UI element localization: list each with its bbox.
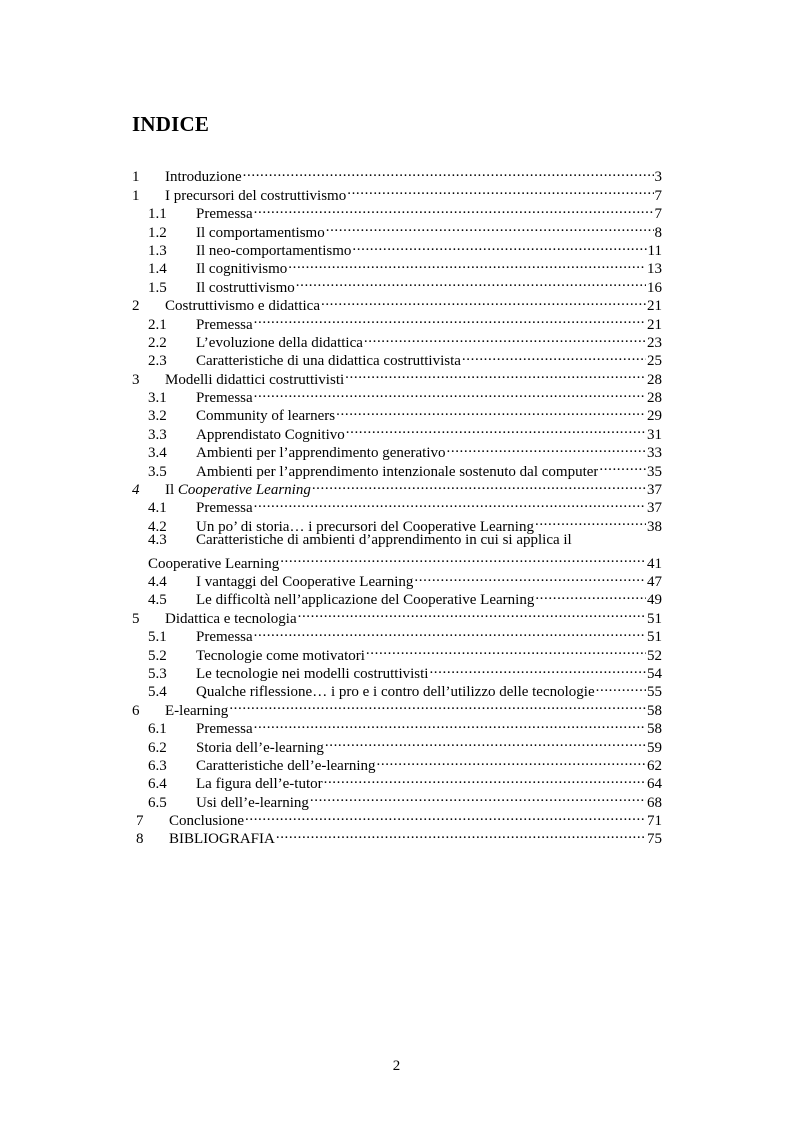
dot-leader xyxy=(253,494,646,512)
dot-leader xyxy=(279,549,646,567)
toc-entry-title: E-learning xyxy=(165,702,229,719)
dot-leader xyxy=(325,218,654,236)
toc-entry-title: L’evoluzione della didattica xyxy=(196,334,363,351)
toc-entry-page: 31 xyxy=(647,426,662,443)
toc-entry-first-line xyxy=(132,531,662,549)
toc-entry-page: 8 xyxy=(654,224,662,241)
toc-entry-number: 1.5 xyxy=(148,279,167,296)
toc-entry-title: Premessa xyxy=(196,316,253,333)
toc-entry-number: 6.4 xyxy=(148,776,167,793)
toc-entry-title-prefix: Il xyxy=(165,482,178,499)
toc-entry-title: Storia dell’e-learning xyxy=(196,739,324,756)
toc-entry-page: 21 xyxy=(647,316,662,333)
dot-leader xyxy=(287,255,646,273)
dot-leader xyxy=(242,163,654,181)
toc-entry-number: 1.2 xyxy=(148,224,167,241)
toc-entry-title: Un po’ di storia… i precursori del Cooperative Learning xyxy=(196,518,534,535)
toc-entry-page: 21 xyxy=(647,298,662,315)
dot-leader xyxy=(335,402,646,420)
toc-entry-page: 62 xyxy=(647,757,662,774)
toc-entry-title-italic: Cooperative Learning xyxy=(177,482,311,499)
dot-leader xyxy=(320,292,646,310)
toc-entry-number: 2.1 xyxy=(148,316,167,333)
toc-entry-title: Le tecnologie nei modelli costruttivisti xyxy=(196,665,429,682)
dot-leader xyxy=(346,181,653,199)
toc-entry-number: 2 xyxy=(132,298,140,315)
toc-entry-page: 55 xyxy=(647,684,662,701)
toc-entry-title: Modelli didattici costruttivisti xyxy=(165,371,345,388)
dot-leader xyxy=(376,752,647,770)
dot-leader xyxy=(323,770,646,788)
toc-entry-page: 7 xyxy=(654,187,662,204)
dot-leader xyxy=(253,384,646,402)
toc-entry-second-line xyxy=(132,549,662,572)
toc-entry-title: Qualche riflessione… i pro e i contro dell’utilizzo delle tecnologie xyxy=(196,684,595,701)
toc-entry-page: 51 xyxy=(647,610,662,627)
toc-entry-page: 58 xyxy=(647,721,662,738)
toc-entry-page: 23 xyxy=(647,334,662,351)
toc-entry-title: Premessa xyxy=(196,206,253,223)
toc-entry-page: 38 xyxy=(647,518,662,535)
toc-entry-title: Il costruttivismo xyxy=(196,279,295,296)
toc-entry-number: 3.5 xyxy=(148,463,167,480)
toc-entry-number: 3.4 xyxy=(148,445,167,462)
toc-entry-number: 4.3 xyxy=(148,531,167,548)
toc-entry-page: 11 xyxy=(647,242,662,259)
toc-entry-page: 35 xyxy=(647,463,662,480)
toc-entry-number: 5 xyxy=(132,610,140,627)
toc-entry-title: BIBLIOGRAFIA xyxy=(169,831,275,848)
toc-entry-number: 8 xyxy=(136,831,144,848)
dot-leader xyxy=(228,696,646,714)
toc-entry-number: 6.1 xyxy=(148,721,167,738)
toc-entry-page: 41 xyxy=(647,555,662,572)
toc-entry-page: 7 xyxy=(654,206,662,223)
toc-entry-title: Costruttivismo e didattica xyxy=(165,298,320,315)
toc-entry-page: 29 xyxy=(647,408,662,425)
toc-entry-title: Conclusione xyxy=(169,813,244,830)
toc-entry-page: 64 xyxy=(647,776,662,793)
toc-entry-number: 4.5 xyxy=(148,592,167,609)
toc-entry-page: 54 xyxy=(647,665,662,682)
toc-entry-page: 16 xyxy=(647,279,662,296)
toc-entry-4-3[interactable] xyxy=(132,531,662,572)
toc-entry-number: 5.4 xyxy=(148,684,167,701)
dot-leader xyxy=(461,347,646,365)
toc-entry-number: 6.3 xyxy=(148,757,167,774)
toc-entry-page: 68 xyxy=(647,794,662,811)
toc-entry-number: 4.1 xyxy=(148,500,167,517)
toc-entry-page: 58 xyxy=(647,702,662,719)
toc-entry-title: Tecnologie come motivatori xyxy=(196,647,365,664)
dot-leader xyxy=(534,586,646,604)
dot-leader xyxy=(363,329,646,347)
dot-leader xyxy=(324,733,646,751)
toc-entry-title: Ambienti per l’apprendimento intenzionale sostenuto dal computer xyxy=(196,463,599,480)
toc-entry-number: 2.2 xyxy=(148,334,167,351)
toc-entry-title: Il comportamentismo xyxy=(196,224,325,241)
toc-entry-title: Premessa xyxy=(196,500,253,517)
toc-entry-title: Premessa xyxy=(196,390,253,407)
toc-entry-page: 13 xyxy=(647,261,662,278)
dot-leader xyxy=(344,365,646,383)
dot-leader xyxy=(253,200,654,218)
dot-leader xyxy=(351,237,646,255)
toc-entry-number: 5.2 xyxy=(148,647,167,664)
toc-entry-page: 59 xyxy=(647,739,662,756)
dot-leader xyxy=(413,568,646,586)
toc-entry-page: 49 xyxy=(647,592,662,609)
dot-leader xyxy=(598,457,646,475)
dot-leader xyxy=(534,512,646,530)
dot-leader xyxy=(253,310,646,328)
dot-leader xyxy=(275,825,646,843)
toc-entry-number: 7 xyxy=(136,813,144,830)
toc-entry-title: Il cognitivismo xyxy=(196,261,288,278)
dot-leader xyxy=(345,420,646,438)
toc-entry-number: 4 xyxy=(132,482,140,499)
toc-entry-number: 5.1 xyxy=(148,629,167,646)
toc-entry-title: Community of learners xyxy=(196,408,336,425)
toc-entry-number: 1.3 xyxy=(148,242,167,259)
toc-entry-number: 6.2 xyxy=(148,739,167,756)
toc-entry-page: 52 xyxy=(647,647,662,664)
toc-entry-number: 4.2 xyxy=(148,518,167,535)
toc-entry-number: 3 xyxy=(132,371,140,388)
toc-entry-page: 51 xyxy=(647,629,662,646)
dot-leader xyxy=(311,476,646,494)
toc-entry-title: Caratteristiche di una didattica costruttivista xyxy=(196,353,461,370)
toc-entry-page: 28 xyxy=(647,390,662,407)
toc-entry-number: 4.4 xyxy=(148,573,167,590)
page-number: 2 xyxy=(392,1058,401,1074)
toc-entry-title: Il neo-comportamentismo xyxy=(196,242,352,259)
toc-entry-title: La figura dell’e-tutor xyxy=(196,776,323,793)
toc-entry-title: Didattica e tecnologia xyxy=(165,610,297,627)
toc-entry-page: 47 xyxy=(647,573,662,590)
toc-entry-introduzione[interactable] xyxy=(132,163,662,186)
toc-entry-number: 1 xyxy=(132,187,140,204)
toc-entry-page: 33 xyxy=(647,445,662,462)
dot-leader xyxy=(309,788,646,806)
toc-entry-title: Introduzione xyxy=(165,169,242,186)
toc-entry-title-continued: Cooperative Learning xyxy=(148,555,280,572)
toc-entry-page: 71 xyxy=(647,813,662,830)
toc-entry-title: Caratteristiche di ambienti d’apprendimento in cui si applica il xyxy=(196,531,572,548)
toc-entry-title: Le difficoltà nell’applicazione del Cooperative Learning xyxy=(196,592,535,609)
toc-entry-title: Caratteristiche dell’e-learning xyxy=(196,757,376,774)
dot-leader xyxy=(595,678,646,696)
toc-entry-number: 3.3 xyxy=(148,426,167,443)
dot-leader xyxy=(253,623,646,641)
toc-entry-title: Usi dell’e-learning xyxy=(196,794,309,811)
toc-entry-number: 5.3 xyxy=(148,665,167,682)
table-of-contents xyxy=(132,163,662,848)
dot-leader xyxy=(428,660,646,678)
toc-entry-number: 3.2 xyxy=(148,408,167,425)
toc-entry-number: 1.1 xyxy=(148,206,167,223)
dot-leader xyxy=(295,273,646,291)
toc-entry-title: Premessa xyxy=(196,629,253,646)
toc-entry-title: I vantaggi del Cooperative Learning xyxy=(196,573,414,590)
dot-leader xyxy=(446,439,647,457)
toc-entry-page: 25 xyxy=(647,353,662,370)
toc-entry-number: 6 xyxy=(132,702,140,719)
toc-entry-number: 1 xyxy=(132,169,140,186)
page-title: INDICE xyxy=(132,112,210,136)
toc-entry-page: 28 xyxy=(647,371,662,388)
dot-leader xyxy=(297,604,646,622)
toc-entry-title: Apprendistato Cognitivo xyxy=(196,426,345,443)
toc-entry-number: 3.1 xyxy=(148,390,167,407)
toc-entry-page: 37 xyxy=(647,500,662,517)
toc-entry-title: I precursori del costruttivismo xyxy=(165,187,347,204)
toc-entry-page: 37 xyxy=(647,482,662,499)
toc-entry-title: Ambienti per l’apprendimento generativo xyxy=(196,445,446,462)
toc-entry-number: 2.3 xyxy=(148,353,167,370)
toc-entry-title: Premessa xyxy=(196,721,253,738)
toc-entry-number: 6.5 xyxy=(148,794,167,811)
dot-leader xyxy=(244,807,646,825)
dot-leader xyxy=(365,641,646,659)
dot-leader xyxy=(253,715,646,733)
toc-entry-page: 3 xyxy=(654,169,662,186)
toc-entry-number: 1.4 xyxy=(148,261,167,278)
toc-entry-page: 75 xyxy=(647,831,662,848)
